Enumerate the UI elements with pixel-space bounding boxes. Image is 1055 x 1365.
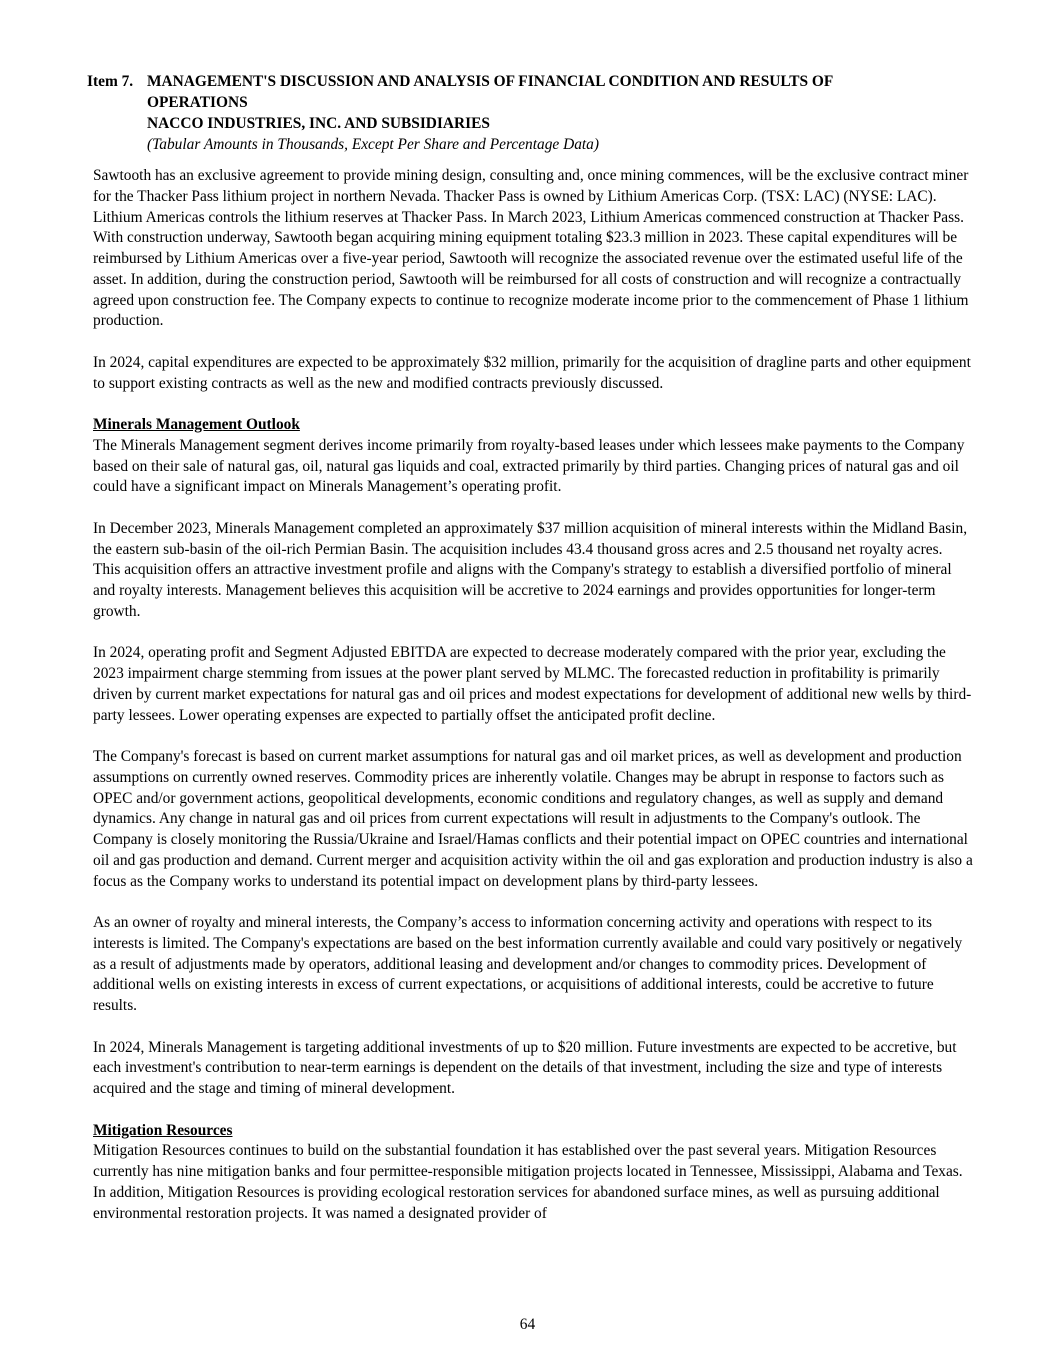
paragraph-sawtooth: Sawtooth has an exclusive agreement to provide mining design, consulting and, once mining commences, will be the exclusive contract miner for the Thacker Pass lithium project in northern Nevada. Thacker Pass is owned by Lithium Americas Corp. (TSX: LAC) (NYSE: LAC). Lithium Americas controls the lithium reserves at Thacker Pass. In March 2023, Lithium Americas commenced construction at Thacker Pass. With construction underway, Sawtooth began acquiring mining equipment totaling $23.3 million in 2023. These capital expenditures will be reimbursed by Lithium Americas over a five-year period, Sawtooth will recognize the associated revenue over the estimated useful life of the asset. In addition, during the construction period, Sawtooth will be reimbursed for all costs of construction and will recognize a contractually agreed upon construction fee. The Company expects to continue to recognize moderate income prior to the commencement of Phase 1 lithium production. — [93, 167, 969, 330]
mitigation-resources-section — [93, 1121, 973, 1225]
section-title-continued: OPERATIONS — [147, 94, 248, 111]
paragraph-minerals-intro: The Minerals Management segment derives income primarily from royalty-based leases under which lessees make payments to the Company based on their sale of natural gas, oil, natural gas liquids and coal, extracted primarily by third parties. Changing prices of natural gas and oil could have a significant impact on Minerals Management’s operating profit. — [93, 436, 965, 496]
paragraph-minerals-acquisition: In December 2023, Minerals Management completed an approximately $37 million acquisition of mineral interests within the Midland Basin, the eastern sub-basin of the oil-rich Permian Basin. The acquisition includes 43.4 thousand gross acres and 2.5 thousand net royalty acres. This acquisition offers an attractive investment profile and aligns with the Company's strategy to establish a diversified portfolio of mineral and royalty interests. Management believes this acquisition will be accretive to 2024 earnings and provides opportunities for longer-term growth. — [93, 519, 968, 620]
item-number: Item 7. — [87, 73, 134, 90]
section-title: MANAGEMENT'S DISCUSSION AND ANALYSIS OF FINANCIAL CONDITION AND RESULTS OF — [147, 73, 834, 90]
paragraph-minerals-outlook: In 2024, operating profit and Segment Adjusted EBITDA are expected to decrease moderately compared with the prior year, excluding the 2023 impairment charge stemming from issues at the power plant served by MLMC. The forecasted reduction in profitability is primarily driven by current market expectations for natural gas and oil prices and modest expectations for development of additional new wells by third-party lessees. Lower operating expenses are expected to partially offset the anticipated profit decline. — [93, 644, 972, 724]
paragraph-minerals-owner: As an owner of royalty and mineral interests, the Company’s access to information concerning activity and operations with respect to its interests is limited. The Company's expectations are based on the best information currently available and could vary positively or negatively as a result of adjustments made by operators, additional leasing and development and/or changes to commodity prices. Development of additional wells on existing interests in excess of current expectations, or acquisitions of additional interests, could be accretive to future results. — [93, 914, 963, 1014]
page-number: 64 — [519, 1316, 536, 1333]
minerals-management-section — [93, 415, 973, 1100]
paragraph-minerals-investments: In 2024, Minerals Management is targeting additional investments of up to $20 million. Future investments are expected to be accretive, but each investment's contribution to near-term earnings is dependent on the details of that investment, including the size and type of interests acquired and the stage and timing of mineral development. — [93, 1038, 957, 1097]
company-name: NACCO INDUSTRIES, INC. AND SUBSIDIARIES — [147, 115, 490, 132]
mitigation-resources-heading: Mitigation Resources — [93, 1121, 233, 1139]
tabular-note: (Tabular Amounts in Thousands, Except Per Share and Percentage Data) — [147, 136, 599, 153]
body-text — [93, 166, 973, 1245]
paragraph-minerals-forecast: The Company's forecast is based on current market assumptions for natural gas and oil market prices, as well as development and production assumptions on currently owned reserves. Commodity prices are inherently volatile. Changes may be abrupt in response to factors such as OPEC and/or government actions, geopolitical developments, economic conditions and regulatory changes, as well as supply and demand dynamics. Any change in natural gas and oil prices from current expectations will result in adjustments to the Company's outlook. The Company is closely monitoring the Russia/Ukraine and Israel/Hamas conflicts and their potential impact on OPEC countries and international oil and gas production and demand. Current merger and acquisition activity within the oil and gas exploration and production industry is also a focus as the Company works to understand its potential impact on development plans by third-party lessees. — [93, 748, 973, 890]
header-title-row — [87, 71, 987, 92]
section-header — [87, 71, 987, 155]
minerals-management-heading: Minerals Management Outlook — [93, 416, 300, 433]
paragraph-capex-2024: In 2024, capital expenditures are expected to be approximately $32 million, primarily for the acquisition of dragline parts and other equipment to support existing contracts as well as the new and modified contracts previously discussed. — [93, 353, 971, 392]
paragraph-mitigation-resources: Mitigation Resources continues to build on the substantial foundation it has established over the past several years. Mitigation Resources currently has nine mitigation banks and four permittee-responsible mitigation projects located in Tennessee, Mississippi, Alabama and Texas. In addition, Mitigation Resources is providing ecological restoration services for abandoned surface mines, as well as pursuing additional environmental restoration projects. It was named a designated provider of — [93, 1142, 963, 1222]
